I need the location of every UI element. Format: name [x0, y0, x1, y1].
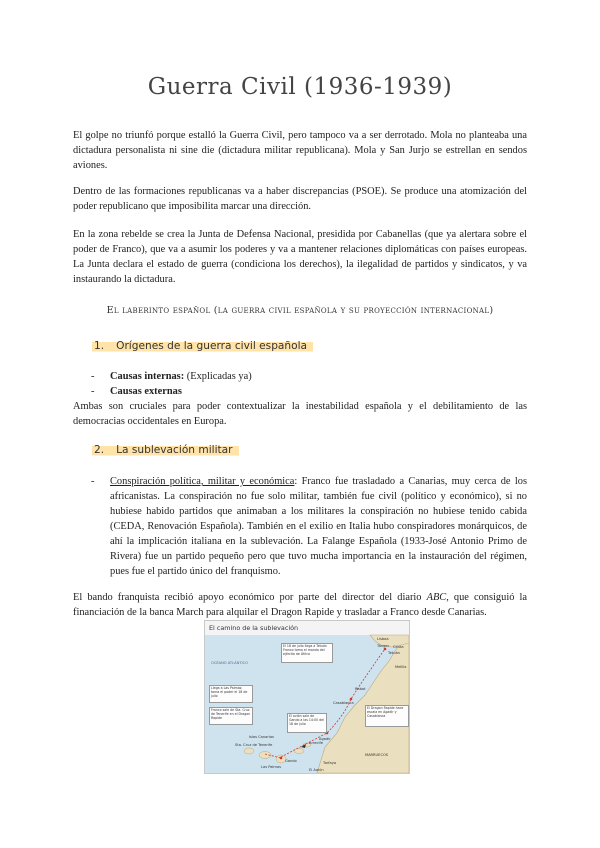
map-note-agadir: El Dragon Rapide hace escala en Agadir y Casablanca	[365, 705, 409, 727]
map-label-casablanca: Casablanca	[333, 701, 354, 705]
map-label-las-palmas: Las Palmas	[261, 765, 282, 769]
map-label-lisboa: Lisboa	[377, 637, 389, 641]
island-fuerteventura	[294, 749, 304, 754]
section-1-highlight	[92, 339, 313, 353]
map-label-ceuta: Ceuta	[393, 645, 404, 649]
route-map-figure	[204, 620, 410, 774]
section-2-title: La sublevación militar	[116, 444, 233, 456]
bullet-dash: -	[91, 476, 95, 487]
map-label-morocco: MARRUECOS	[365, 753, 389, 757]
map-label-rabat: Rabat	[355, 687, 366, 691]
bullet-label: Causas internas:	[110, 371, 185, 382]
map-label-ocean: OCÉANO ATLÁNTICO	[211, 661, 248, 665]
map-label-tenerife: Sta. Cruz de Tenerife	[235, 743, 273, 747]
section-1-heading	[88, 338, 323, 354]
bullet-conspiracion	[91, 474, 527, 579]
bullet-dash: -	[91, 371, 95, 382]
map-note-tetuan: El 18 de julio llega a Tetuán Franco toma el mando del ejército de África	[281, 643, 333, 663]
paragraph-bando-part2: , que consiguió la financiación de la banca March para alquilar el Dragon Rapide y trasladar a Franco desde Canarias.	[73, 592, 527, 618]
map-note-las-palmas: Llega a Las Palmas; toma el poder el 18 de julio	[209, 685, 253, 703]
map-label-tetuan: Tetuán	[388, 651, 400, 655]
gando-marker	[280, 757, 283, 760]
section-2-number: 2.	[94, 444, 105, 456]
section-2-heading	[88, 442, 249, 458]
abc-newspaper-name: ABC	[426, 592, 447, 603]
bullet-dash: -	[91, 386, 95, 397]
paragraph-ambas: Ambas son cruciales para poder contextualizar la inestabilidad española y el debilitamiento de las democracias occidentales en Europa.	[73, 401, 527, 427]
map-note-gando: El avión sale de Gando a las 14:00 del 18 de julio	[287, 713, 327, 733]
page-title: Guerra Civil (1936-1939)	[147, 74, 453, 100]
island-la-palma	[244, 748, 254, 754]
map-label-tanger: Tánger	[377, 644, 390, 648]
casablanca-marker	[350, 698, 353, 701]
map-title: El camino de la sublevación	[209, 624, 299, 632]
paragraph-bando-part1: El bando franquista recibió apoyo económico por parte del director del diario	[73, 592, 427, 603]
map-label-gando: Gando	[285, 759, 297, 763]
paragraph-republicanas: Dentro de las formaciones republicanas va a haber discrepancias (PSOE). Se produce una atomización del poder republicano que imposibilita marcar una dirección.	[73, 186, 527, 212]
map-label-canarias: Islas Canarias	[249, 735, 274, 739]
map-label-arrecife: Arrecife	[309, 741, 323, 745]
map-note-tenerife: Franco sale de Sta. Cruz de Tenerife en el Dragon Rapide	[209, 707, 253, 725]
section-1-title: Orígenes de la guerra civil española	[116, 340, 308, 352]
section-1-number: 1.	[94, 340, 105, 352]
bullet-conspiracion-text: : Franco fue trasladado a Canarias, muy cerca de los africanistas. La conspiración no fue solo militar, también fue civil (político y económico), si no hubiese habido partidos que animaban a los militares la conspiración no hubiese tenido cabida (CEDA, Renovación Española). También en el exilio en Italia hubo conspiradores monárquicos, de ahí la implicación italiana en la sublevación. La Falange Española (1933-José Antonio Primo de Rivera) fue un partido pequeño pero que tuvo mucha importancia en la instauración del régimen, pues fue el partido único del franquismo.	[110, 476, 527, 577]
bullet-label: Causas externas	[110, 386, 182, 397]
paragraph-bando-franquista	[73, 590, 527, 620]
tetuan-marker	[384, 648, 387, 651]
paragraph-golpe: El golpe no triunfó porque estalló la Guerra Civil, pero tampoco va a ser derrotado. Mola no planteaba una dictadura personalista ni sine die (dictadura militar republicana). Mola y San Jurjo se estrellan en sendos aviones.	[73, 130, 527, 171]
map-label-tarfaya: Tarfaya	[323, 761, 337, 765]
section-subtitle: El laberinto español (la guerra civil española y su proyección internacional)	[106, 305, 494, 316]
map-label-agadir: Agadir	[319, 737, 331, 741]
map-label-el-aaiun: El Aaiún	[309, 768, 324, 772]
section-2-highlight	[92, 443, 239, 457]
bullet-underlined-label: Conspiración política, militar y económica	[110, 476, 295, 487]
bullet-text: (Explicadas ya)	[184, 371, 252, 382]
paragraph-junta: En la zona rebelde se crea la Junta de Defensa Nacional, presidida por Cabanellas (que ya alertara sobre el poder de Franco), que va a asumir los poderes y va a mantener relaciones diplomáticas con países europeas. La Junta declara el estado de guerra (condiciona los derechos), la ilegalidad de partidos y sindicatos, y va instaurando la dictadura.	[73, 229, 527, 285]
map-label-melilla: Melilla	[395, 665, 407, 669]
